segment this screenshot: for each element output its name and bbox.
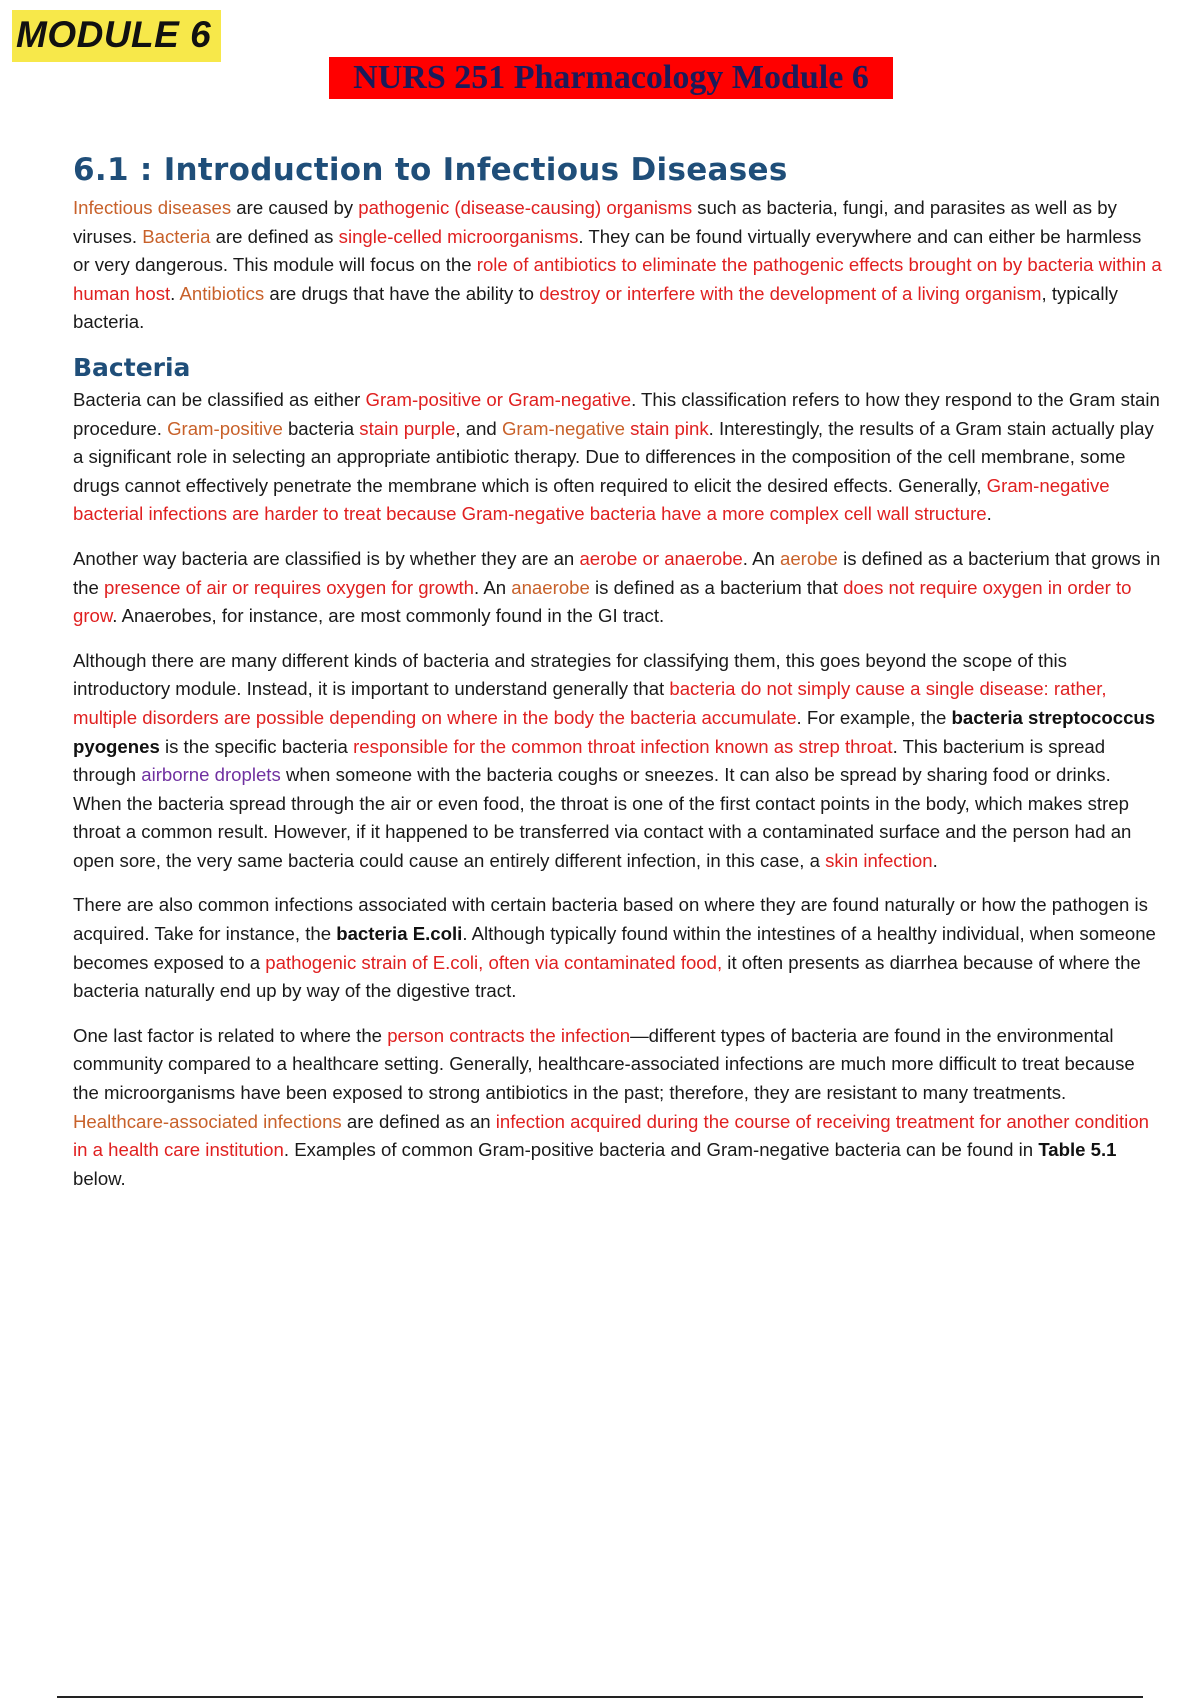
highlighted-text: responsible for the common throat infection known as strep throat bbox=[353, 735, 893, 757]
text-run: are caused by bbox=[231, 197, 359, 218]
text-run: Although there are many different kinds of bacteria and strategies for classifying them, this goes beyond the scope of this introductory module. Instead, it is important to understand generally that bbox=[73, 649, 1067, 700]
text-run: are defined as an bbox=[341, 1110, 496, 1132]
text-run: . bbox=[170, 282, 180, 304]
ecoli-paragraph bbox=[73, 891, 1163, 1005]
course-title-banner bbox=[329, 57, 893, 99]
section-title: 6.1 : Introduction to Infectious Diseases bbox=[73, 152, 788, 188]
highlighted-text: Bacteria bbox=[142, 225, 211, 247]
aerobe-anaerobe-paragraph bbox=[73, 545, 1163, 631]
highlighted-text: Gram-positive bbox=[167, 417, 283, 439]
highlighted-text: Gram-negative bacterial infections are harder to treat because Gram-negative bacteria have a more complex cell wall structure bbox=[73, 474, 1110, 525]
strep-paragraph bbox=[73, 647, 1163, 876]
highlighted-text: Antibiotics bbox=[179, 282, 265, 304]
text-run: , and bbox=[455, 417, 502, 439]
bacteria-heading: Bacteria bbox=[73, 352, 191, 382]
text-run: . An bbox=[474, 576, 512, 598]
text-run: is the specific bacteria bbox=[159, 735, 354, 757]
healthcare-infections-paragraph bbox=[73, 1022, 1163, 1194]
text-run: . bbox=[932, 849, 938, 871]
text-run: . This bacterium is spread through bbox=[73, 735, 1106, 786]
highlighted-text: aerobe bbox=[780, 547, 838, 569]
gram-stain-paragraph bbox=[73, 386, 1163, 529]
text-run: Another way bacteria are classified is by whether they are an bbox=[73, 547, 580, 569]
highlighted-text: airborne droplets bbox=[141, 764, 281, 786]
text-run: below. bbox=[73, 1167, 126, 1189]
text-run: is defined as a bacterium that grows in the bbox=[73, 547, 1161, 598]
text-run: . An bbox=[742, 547, 780, 569]
highlighted-text: Healthcare-associated infections bbox=[73, 1110, 342, 1132]
text-run: . Although typically found within the intestines of a healthy individual, when someone becomes exposed to a bbox=[73, 923, 1156, 973]
highlighted-text: anaerobe bbox=[511, 576, 590, 598]
text-run: . Interestingly, the results of a Gram stain actually play a significant role in selecting an appropriate antibiotic therapy. Due to differences in the composition of the cell membrane, some drugs cannot effectively penetrate the membrane which is often required to elicit the desired effects. Generally, bbox=[73, 417, 1154, 496]
text-run: . Anaerobes, for instance, are most commonly found in the GI tract. bbox=[112, 605, 665, 627]
highlighted-text: does not require oxygen in order to grow bbox=[73, 576, 1132, 627]
highlighted-text: stain purple bbox=[359, 417, 456, 439]
text-run: , typically bacteria. bbox=[73, 282, 1118, 333]
text-run: is defined as a bacterium that bbox=[589, 576, 844, 598]
text-run: . They can be found virtually everywhere and can either be harmless or very dangerous. This module will focus on the bbox=[73, 225, 1142, 276]
text-run: One last factor is related to where the bbox=[73, 1024, 388, 1046]
text-run: Bacteria can be classified as either bbox=[73, 388, 366, 410]
text-run: such as bacteria, fungi, and parasites as well as by viruses. bbox=[73, 197, 1117, 247]
text-run: . Examples of common Gram-positive bacteria and Gram-negative bacteria can be found in bbox=[283, 1139, 1039, 1161]
footer-divider bbox=[57, 1696, 1143, 1698]
text-run: . For example, the bbox=[796, 706, 952, 728]
text-run: —different types of bacteria are found in the environmental community compared to a healthcare setting. Generally, healthcare-associated infections are much more difficult to treat because the microorganisms have been exposed to strong antibiotics in the past; therefore, they are resistant to many treatments. bbox=[73, 1024, 1135, 1104]
highlighted-text: role of antibiotics to eliminate the pathogenic effects brought on by bacteria within a human host bbox=[73, 254, 1162, 304]
text-run: . This classification refers to how they respond to the Gram stain procedure. bbox=[73, 388, 1160, 439]
highlighted-text: skin infection bbox=[825, 849, 933, 871]
highlighted-text: presence of air or requires oxygen for growth bbox=[104, 576, 475, 598]
highlighted-text: pathogenic strain of E.coli, often via contaminated food, bbox=[265, 951, 723, 973]
highlighted-text: Gram-positive or Gram-negative bbox=[365, 388, 632, 410]
highlighted-text: stain pink bbox=[630, 417, 709, 439]
highlighted-text: aerobe or anaerobe bbox=[579, 547, 743, 569]
highlighted-text: destroy or interfere with the development of a living organism bbox=[539, 282, 1042, 304]
text-run: when someone with the bacteria coughs or sneezes. It can also be spread by sharing food or drinks. When the bacteria spread through the air or even food, the throat is one of the first contact points in the body, which makes strep throat a common result. However, if it happened to be transferred via contact with a contaminated surface and the person had an open sore, the very same bacteria could cause an entirely different infection, in this case, a bbox=[73, 764, 1132, 871]
highlighted-text: infection acquired during the course of receiving treatment for another condition in a health care institution bbox=[73, 1110, 1149, 1161]
text-run: are defined as bbox=[210, 225, 339, 247]
highlighted-text: person contracts the infection bbox=[387, 1024, 631, 1046]
highlighted-text: single-celled microorganisms bbox=[338, 225, 579, 247]
intro-paragraph bbox=[73, 194, 1163, 337]
text-run: are drugs that have the ability to bbox=[264, 282, 540, 304]
course-title: NURS 251 Pharmacology Module 6 bbox=[353, 59, 869, 96]
highlighted-text: bacteria streptococcus pyogenes bbox=[73, 706, 1156, 757]
highlighted-text: Infectious diseases bbox=[73, 197, 232, 218]
text-run: bacteria bbox=[282, 417, 360, 439]
text-run: There are also common infections associated with certain bacteria based on where they are found naturally or how the pathogen is acquired. Take for instance, the bbox=[73, 894, 1148, 945]
highlighted-text: Table 5.1 bbox=[1038, 1139, 1117, 1161]
document-body bbox=[73, 152, 1163, 1209]
highlighted-text: bacteria do not simply cause a single disease: rather, multiple disorders are possible depending on where in the body the bacteria accumulate bbox=[73, 678, 1107, 728]
text-run: . bbox=[986, 503, 992, 525]
highlighted-text: bacteria E.coli bbox=[336, 923, 463, 945]
highlighted-text: Gram-negative bbox=[501, 417, 625, 439]
module-badge: MODULE 6 bbox=[12, 10, 221, 62]
highlighted-text: pathogenic (disease-causing) organisms bbox=[358, 197, 693, 218]
text-run: it often presents as diarrhea because of where the bacteria naturally end up by way of the digestive tract. bbox=[73, 951, 1141, 1002]
